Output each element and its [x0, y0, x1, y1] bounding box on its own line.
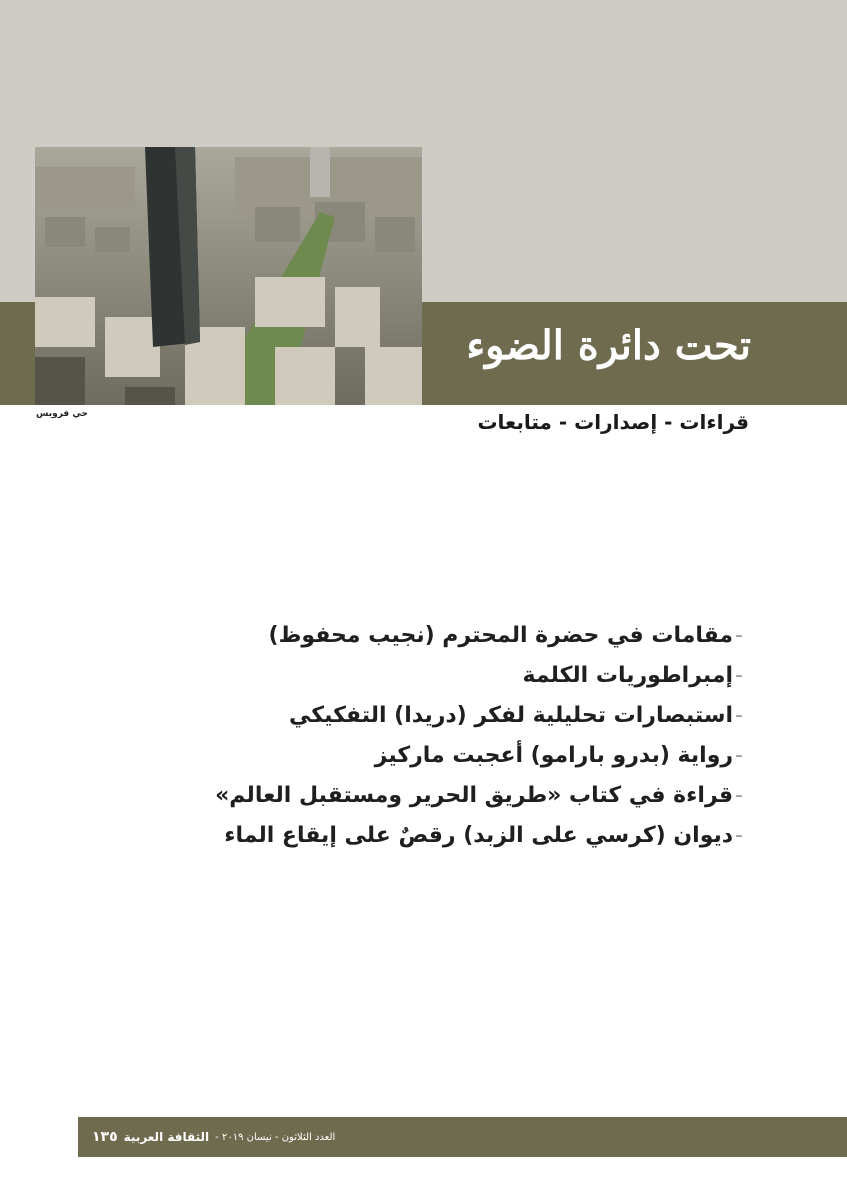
list-item: -قراءة في كتاب «طريق الحرير ومستقبل العالم» — [215, 783, 743, 808]
section-title: تحت دائرة الضوء — [466, 322, 751, 369]
issue-info: العدد الثلاثون - نيسان ٢٠١٩ - — [215, 1131, 336, 1143]
photo-caption: حي فرويس — [36, 409, 88, 419]
magazine-name: الثقافة العربية — [123, 1130, 210, 1144]
section-subtitle: قراءات - إصدارات - متابعات — [477, 410, 749, 434]
list-item: -مقامات في حضرة المحترم (نجيب محفوظ) — [268, 623, 743, 648]
list-item: -ديوان (كرسي على الزبد) رقصٌ على إيقاع الماء — [224, 823, 743, 848]
page-number: ١٣٥ — [92, 1129, 118, 1145]
list-item: -رواية (بدرو بارامو) أعجبت ماركيز — [374, 743, 743, 768]
footer — [92, 1129, 335, 1145]
list-item: -إمبراطوريات الكلمة — [522, 663, 743, 688]
list-item: -استبصارات تحليلية لفكر (دريدا) التفكيكي — [289, 703, 743, 728]
contents-list — [215, 616, 743, 856]
city-aerial-photo — [35, 147, 422, 405]
